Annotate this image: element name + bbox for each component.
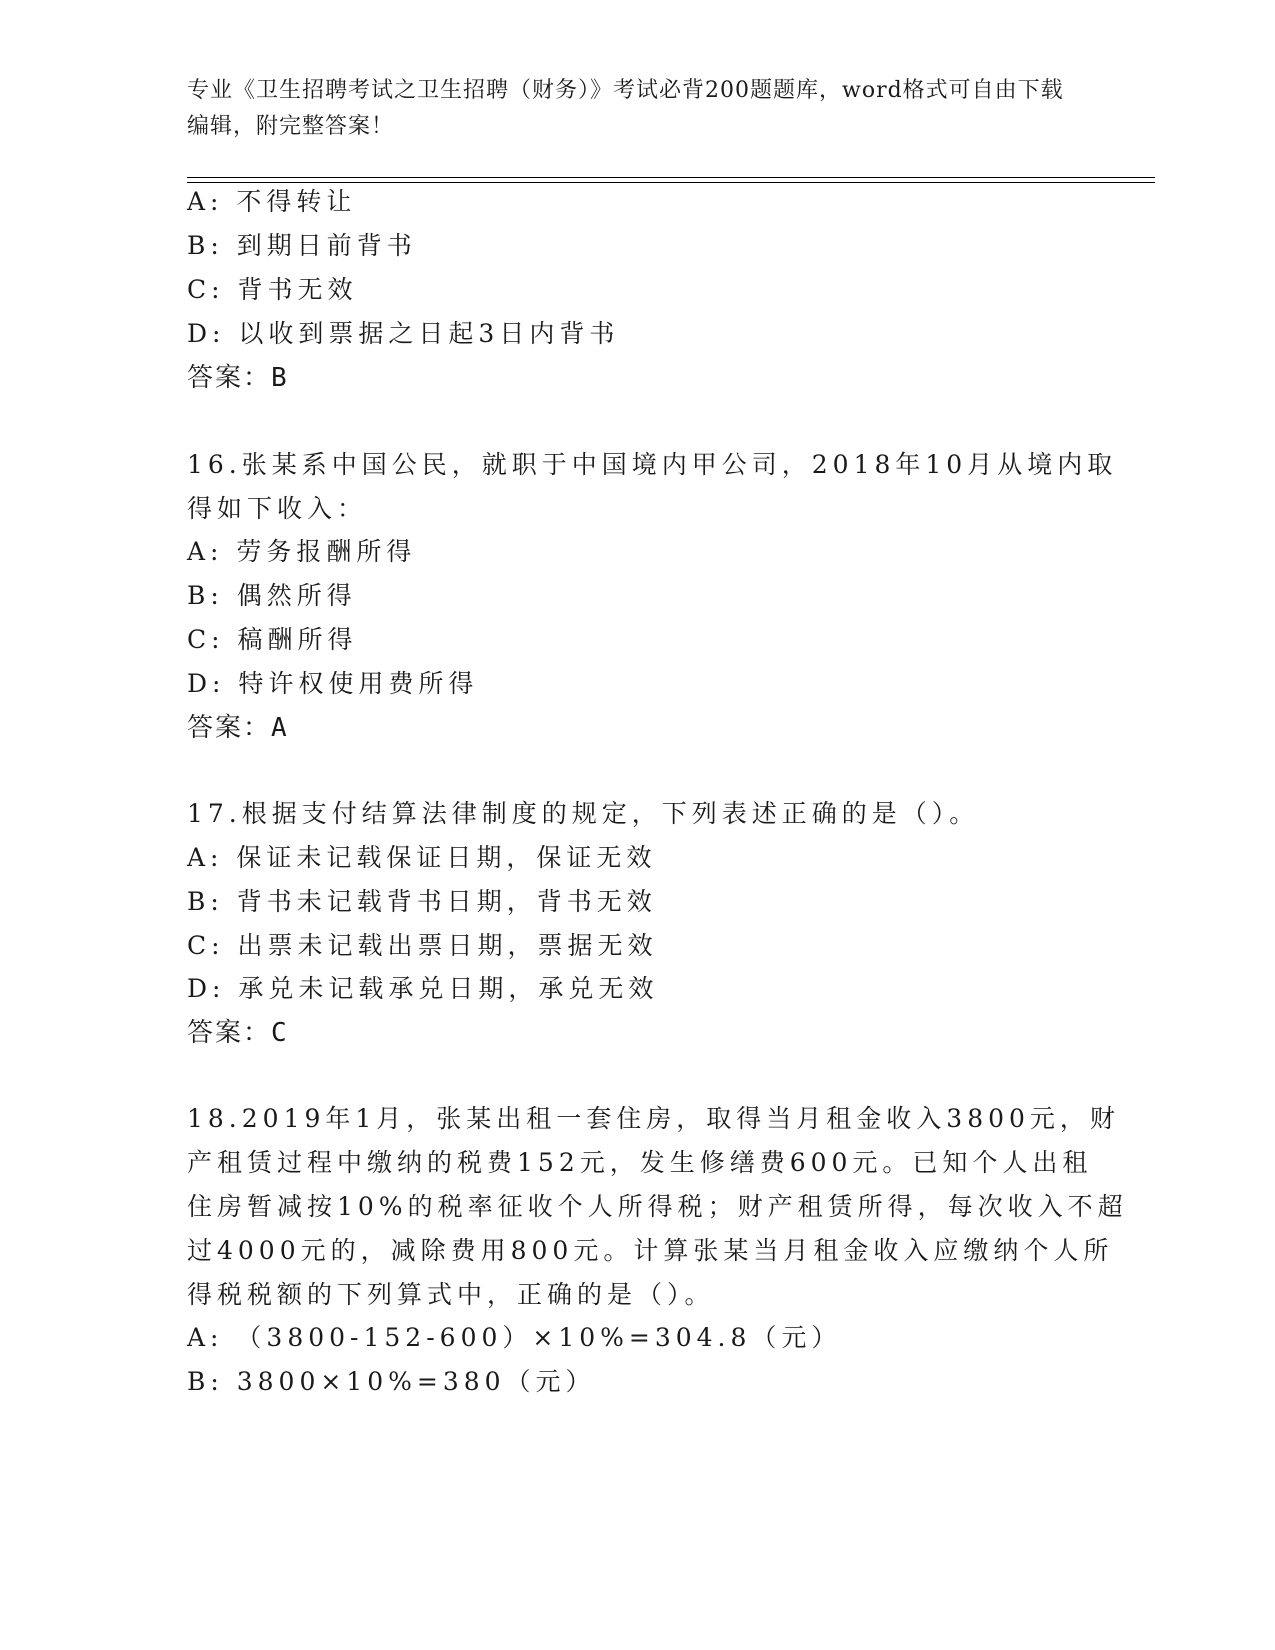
q17-question: 17.根据支付结算法律制度的规定，下列表述正确的是（）。 [187, 799, 980, 828]
q17-answer-value: C [271, 1018, 287, 1048]
q18-option-b: B: 3800×10%=380（元） [187, 1367, 596, 1396]
q18-question-line-5: 得税税额的下列算式中，正确的是（）。 [187, 1280, 715, 1309]
q18-question-line-4: 过4000元的，减除费用800元。计算张某当月租金收入应缴纳个人所 [187, 1236, 1114, 1265]
q15-answer-value: B [271, 363, 287, 393]
q16-answer [187, 708, 287, 748]
q15-option-c: C: 背书无效 [187, 275, 358, 304]
q15-option-a: A: 不得转让 [187, 187, 357, 216]
q18-question-line-1: 18.2019年1月，张某出租一套住房，取得当月租金收入3800元，财 [187, 1104, 1120, 1133]
q15-answer [187, 358, 287, 398]
q17-option-d: D: 承兑未记载承兑日期，承兑无效 [187, 974, 659, 1003]
q17-answer [187, 1013, 287, 1053]
header-divider-top [187, 177, 1155, 178]
document-header: 专业《卫生招聘考试之卫生招聘（财务）》考试必背200题题库，word格式可自由下载编辑，附完整答案！ [187, 78, 1064, 139]
q16-answer-label: 答案： [187, 713, 272, 743]
q16-question-line-1: 16.张某系中国公民，就职于中国境内甲公司，2018年10月从境内取 [187, 450, 1118, 479]
q16-option-c: C: 稿酬所得 [187, 625, 358, 654]
q17-option-a: A: 保证未记载保证日期，保证无效 [187, 843, 657, 872]
q15-answer-label: 答案： [187, 363, 272, 393]
q16-question-line-2: 得如下收入： [187, 494, 368, 523]
q18-option-a: A: （3800-152-600）×10%=304.8（元） [187, 1323, 842, 1352]
q16-answer-value: A [271, 713, 287, 743]
q16-option-b: B: 偶然所得 [187, 581, 357, 610]
q15-option-b: B: 到期日前背书 [187, 231, 417, 260]
q18-question-line-2: 产租赁过程中缴纳的税费152元，发生修缮费600元。已知个人出租 [187, 1148, 1093, 1177]
q16-option-d: D: 特许权使用费所得 [187, 669, 479, 698]
q17-option-c: C: 出票未记载出票日期，票据无效 [187, 931, 658, 960]
q16-option-a: A: 劳务报酬所得 [187, 537, 417, 566]
q18-question-line-3: 住房暂减按10%的税率征收个人所得税；财产租赁所得，每次收入不超 [187, 1192, 1128, 1221]
q17-answer-label: 答案： [187, 1018, 272, 1048]
q17-option-b: B: 背书未记载背书日期，背书无效 [187, 887, 657, 916]
q15-option-d: D: 以收到票据之日起3日内背书 [187, 319, 620, 348]
